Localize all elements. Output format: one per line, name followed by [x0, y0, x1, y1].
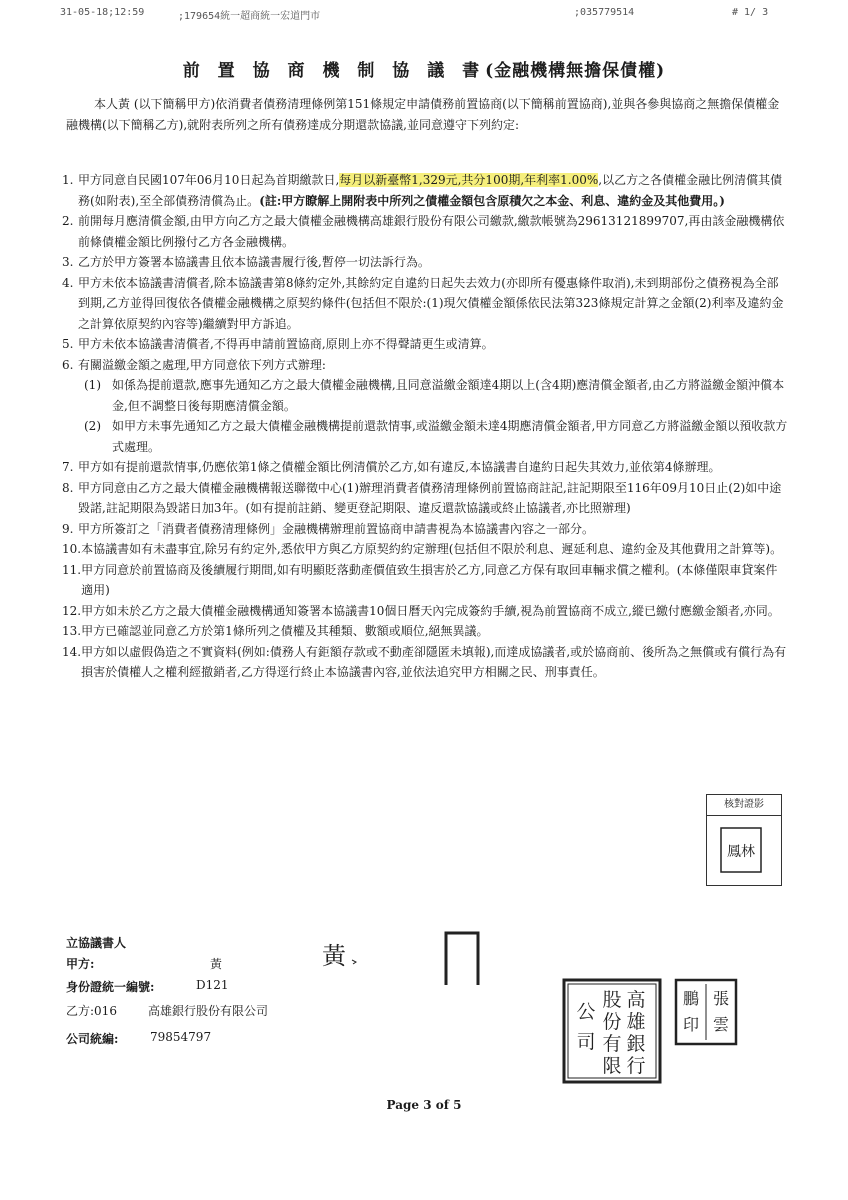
clause-13: [62, 621, 788, 642]
clause-11: [62, 560, 788, 601]
page-footer: Page 3 of 5: [386, 1098, 462, 1112]
sub-number: (1): [84, 378, 101, 392]
fax-sender: ;179654統一超商統一宏道門市: [178, 11, 321, 22]
intro-text: (以下簡稱甲方)依消費者債務清理條例第151條規定申請債務前置協商(以下簡稱前置協商),並與各參與協商之無擔保債權金融機構(以下簡稱乙方),就附表所列之所有債務達成分期還款協議,並同意遵守下列約定:: [66, 97, 780, 132]
clause-6-sub-2: [62, 416, 788, 457]
clause-1: [62, 170, 788, 211]
clause-text: 甲方如未於乙方之最大債權金融機構通知簽署本協議書10個日曆天內完成簽約手續,視為前置協商不成立,縱已繳付應繳金額者,亦同。: [81, 603, 780, 618]
title-sub: (金融機構無擔保債權): [485, 61, 666, 81]
clause-8: [62, 478, 788, 519]
handwritten-signature: [318, 936, 368, 976]
clause-number: 3.: [62, 255, 74, 269]
clause-12: [62, 601, 788, 622]
clause-3: [62, 252, 788, 273]
clause-10: [62, 539, 788, 560]
bank-seal-icon: [562, 978, 662, 1084]
fax-datetime: 31-05-18;12:59: [60, 7, 145, 18]
verification-stamp-header: 核對證影: [707, 795, 781, 816]
signature-glyph: 黃: [322, 942, 346, 970]
svg-text:限: 限: [602, 1055, 622, 1077]
svg-text:銀: 銀: [626, 1033, 646, 1055]
clause-1-start-date: 甲方同意自民國107年06月10日起為首期繳款日,: [78, 173, 340, 187]
clause-text: 本協議書如有未盡事宜,除另有約定外,悉依甲方與乙方原契約約定辦理(包括但不限於利息、遲延利息、違約金及其他費用之計算等)。: [81, 542, 783, 556]
party-a-row: [66, 955, 426, 972]
clause-number: 2.: [62, 214, 74, 228]
clause-text: 甲方同意由乙方之最大債權金融機構報送聯徵中心(1)辦理消費者債務清理條例前置協商註記,註記期限至116年09月10日止(2)如中途毀諾,註記期限為毀諾日加3年。(如有提前註銷、變更登記期限、違反還款協議或終止協議者,亦比照辦理): [78, 480, 782, 515]
bracket-mark: [440, 927, 486, 987]
intro-paragraph: [66, 94, 788, 136]
clause-number: 12.: [62, 603, 82, 618]
svg-text:鵬: 鵬: [682, 989, 700, 1008]
party-b-row: [66, 1002, 426, 1019]
intro-prefix: 本人黃: [94, 97, 131, 111]
id-value: D121: [196, 978, 229, 992]
clause-text: 甲方未依本協議書清償者,除本協議書第8條約定外,其餘約定自違約日起失去效力(亦即所有優惠條件取消),未到期部份之債務視為全部到期,乙方並得回復依各債權金融機構之原契約條件(包括但不限於:(1)現欠債權金額係依民法第323條規定計算之金額(2)利率及違約金之計算依原契約內容等)繼續對甲方訴追。: [78, 275, 784, 331]
id-label: 身份證統一編號:: [66, 980, 155, 994]
svg-text:司: 司: [576, 1031, 596, 1053]
clause-number: 6.: [62, 357, 74, 372]
fax-page: # 1/ 3: [732, 7, 769, 18]
party-b-name: 高雄銀行股份有限公司: [148, 1004, 269, 1018]
svg-text:份: 份: [602, 1011, 622, 1033]
clause-text: 甲方所簽訂之「消費者債務清理條例」金融機構辦理前置協商申請書視為本協議書內容之一部分。: [78, 521, 595, 536]
svg-text:雄: 雄: [626, 1011, 646, 1033]
id-row: [66, 978, 426, 995]
clause-14: [62, 642, 788, 683]
svg-text:印: 印: [682, 1015, 700, 1034]
personal-seal-icon: [674, 978, 738, 1046]
verification-seal-mark: 鳳林: [727, 844, 755, 860]
clause-text: 甲方已確認並同意乙方於第1條所列之債權及其種類、數額或順位,絕無異議。: [81, 624, 489, 638]
clause-text: 甲方如有提前還款情事,仍應依第1條之債權金額比例清償於乙方,如有違反,本協議書自違約日起失其效力,並依第4條辦理。: [78, 460, 721, 474]
fax-header: [0, 7, 848, 21]
clause-number: 14.: [62, 644, 82, 659]
clause-5: [62, 334, 788, 355]
svg-text:股: 股: [602, 989, 622, 1011]
clause-text: 有關溢繳金額之處理,甲方同意依下列方式辦理:: [78, 357, 326, 372]
clause-number: 9.: [62, 521, 74, 536]
verification-seal-icon: [707, 816, 781, 886]
svg-text:有: 有: [602, 1033, 622, 1055]
clause-text: 甲方未依本協議書清償者,不得再申請前置協商,原則上亦不得聲請更生或清算。: [78, 337, 494, 351]
clause-9: [62, 519, 788, 540]
svg-text:高: 高: [626, 989, 646, 1011]
clause-text: 前開每月應清償金額,由甲方向乙方之最大債權金融機構高雄銀行股份有限公司繳款,繳款帳號為29613121899707,再由該金融機構依前條債權金額比例撥付乙方各金融機構。: [78, 214, 785, 249]
party-a-name: 黃: [210, 957, 223, 971]
signatories-heading-text: 立協議書人: [66, 936, 127, 950]
clause-2: [62, 211, 788, 252]
clause-list: [62, 170, 788, 683]
svg-text:公: 公: [576, 1001, 596, 1023]
document-title: [0, 56, 848, 81]
title-main: 前 置 協 商 機 制 協 議 書: [182, 61, 486, 81]
svg-text:行: 行: [626, 1055, 646, 1077]
clause-4: [62, 273, 788, 335]
clause-number: 1.: [62, 173, 74, 187]
party-a-label: 甲方:: [66, 957, 95, 971]
clause-number: 13.: [62, 624, 82, 638]
clause-6-sub-1: [62, 375, 788, 416]
clause-text: 甲方同意於前置協商及後續履行期間,如有明顯貶落動產價值致生損害於乙方,同意乙方保有取回車輛求償之權利。(本條僅限車貸案件適用): [81, 562, 778, 597]
clause-text: 乙方於甲方簽署本協議書且依本協議書履行後,暫停一切法訴行為。: [78, 255, 430, 269]
sub-text: 如係為提前還款,應事先通知乙方之最大債權金融機構,且同意溢繳金額達4期以上(含4期)應清償金額者,由乙方將溢繳金額沖償本金,但不調整日後每期應清償金額。: [112, 378, 785, 413]
clause-number: 5.: [62, 337, 74, 351]
clause-1-repayment: ,以乙方之各債權金融比例清償其債務(如附表),至全部債務清償為止。: [78, 173, 783, 208]
clause-text: [78, 170, 788, 211]
tax-id-value: 79854797: [150, 1030, 212, 1044]
clause-number: 8.: [62, 480, 74, 495]
clause-7: [62, 457, 788, 478]
clause-number: 10.: [62, 542, 82, 556]
clause-1-note: (註:甲方瞭解上開附表中所列之債權金額包含原積欠之本金、利息、違約金及其他費用。): [259, 193, 725, 208]
fax-number: ;035779514: [574, 7, 635, 18]
svg-text:張: 張: [712, 989, 730, 1008]
signatories-heading: [66, 934, 426, 951]
clause-text: 甲方如以虛假偽造之不實資料(例如:債務人有鉅額存款或不動產卻隱匿未填報),而達成協議者,或於協商前、後所為之無償或有償行為有損害於債權人之權利經撤銷者,乙方得逕行終止本協議書內容,並依法追究甲方相關之民、刑事責任。: [81, 644, 787, 679]
clause-number: 11.: [62, 562, 82, 577]
tax-id-row: [66, 1030, 426, 1047]
clause-number: 7.: [62, 460, 74, 474]
clause-6: [62, 355, 788, 376]
clause-number: 4.: [62, 275, 74, 290]
sub-number: (2): [84, 419, 101, 433]
sub-text: 如甲方未事先通知乙方之最大債權金融機構提前還款情事,或溢繳金額未達4期應清償金額者,甲方同意乙方將溢繳金額以預收款方式處理。: [112, 419, 788, 454]
svg-text:雲: 雲: [712, 1015, 730, 1034]
clause-1-payment-terms: 每月以新臺幣1,329元,共分100期,年利率1.00%: [339, 173, 599, 187]
party-b-label: 乙方:016: [66, 1004, 117, 1018]
tax-id-label: 公司統編:: [66, 1032, 119, 1046]
verification-stamp: [706, 794, 782, 886]
